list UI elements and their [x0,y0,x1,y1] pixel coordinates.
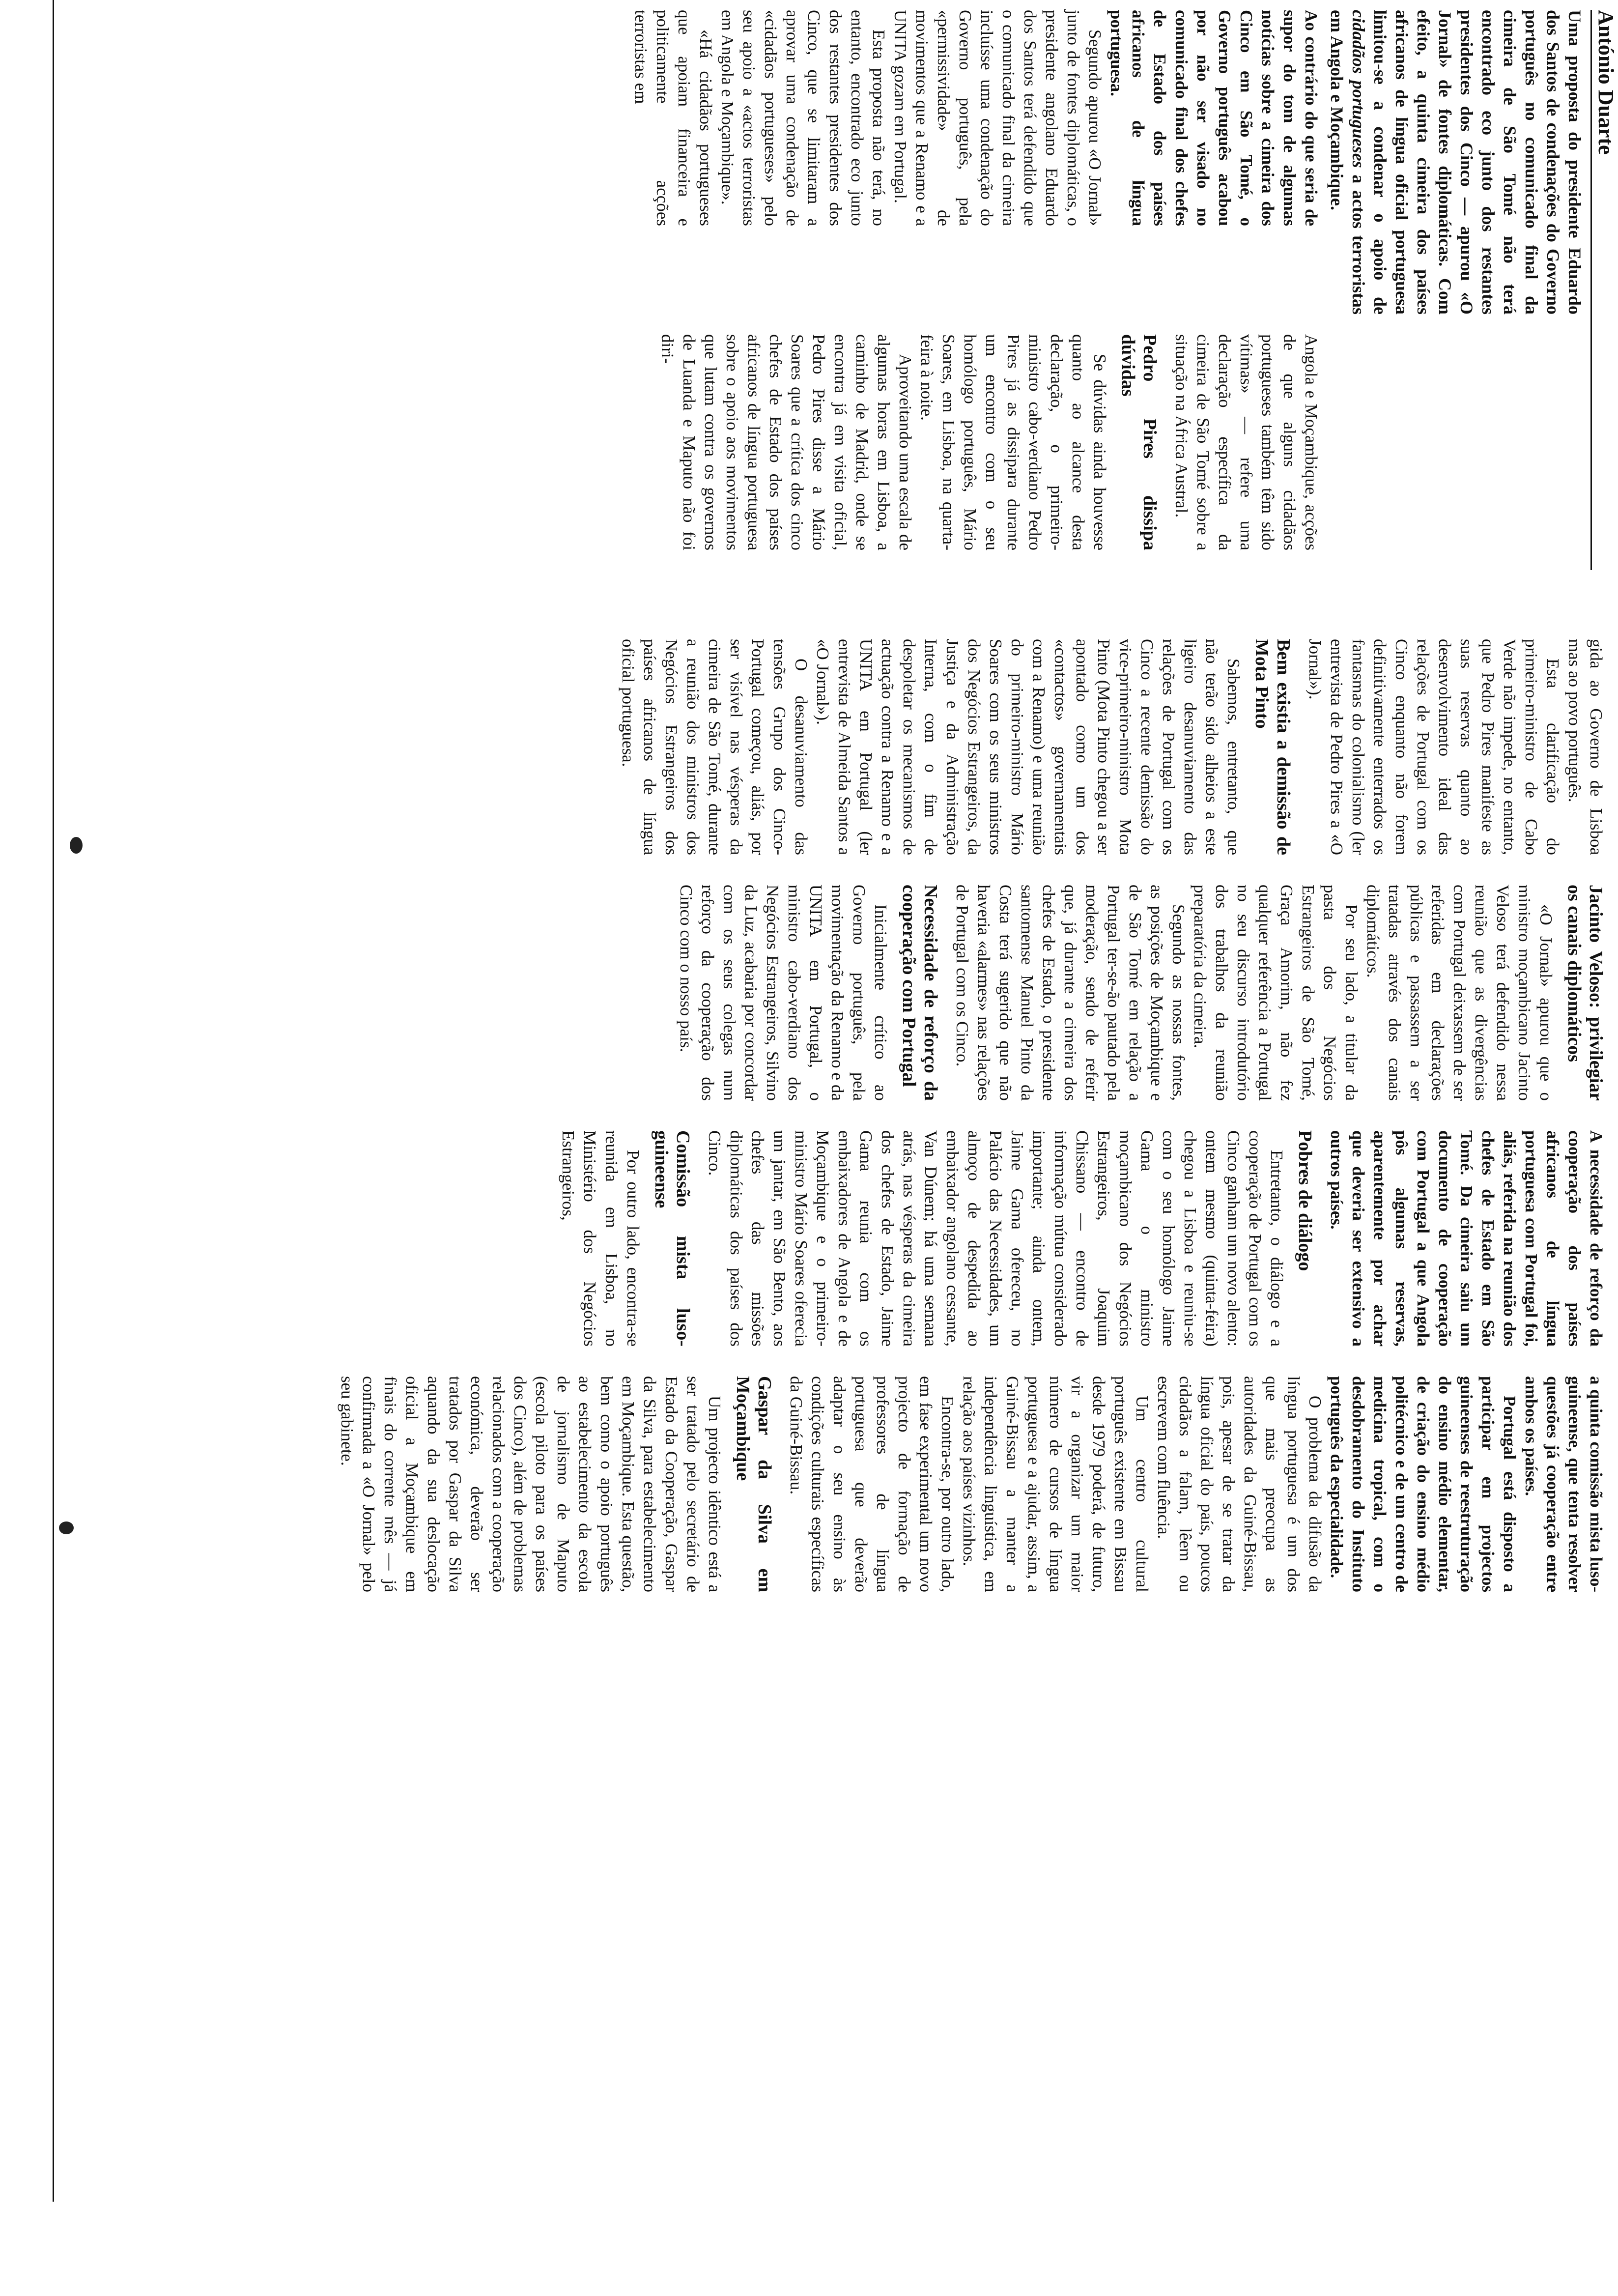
paragraph: «Há cidadãos portugueses que apoiam financeira e politicamente acções terroristas em [631,10,715,226]
paragraph: Encontra-se, por outro lado, em fase experimental um novo projecto de formação de professores de língua portuguesa que deverão adaptar o seu ensino às condições culturais específicas da Guiné-Bissau. [787,1376,957,1592]
paragraph: gida ao Governo de Lisboa mas ao povo português. [1565,639,1606,855]
paragraph: Por outro lado, encontra-se reunida em Lisboa, no Ministério dos Negócios Estrangeiros, [559,1130,643,1347]
subheading: Comissão mista luso-guineense [651,1130,693,1347]
subheading: Pobres de diálogo [1295,1130,1315,1271]
article-lead [1326,10,1586,315]
paragraph: «O Jornal» apurou que o ministro moçambicano Jacinto Veloso terá defendido nessa reunião que as divergências com Portugal deixassem de ser referidas em declarações públicas e passassem a ser tratadas através dos canais diplomáticos. [1363,885,1556,1101]
paragraph: Esta proposta não terá, no entanto, encontrado eco junto dos restantes presidentes dos Cinco, que se limitaram a aprovar uma condenação de «cidadãos portugueses» pelo seu apoio a «actos terroristas em Angola e Moçambique». [718,10,888,226]
paragraph: O desanuviamento das tensões Grupo dos Cinco-Portugal começou, aliás, por ser visível nas vésperas da cimeira de São Tomé, durante a reunião dos ministros dos Negócios Estrangeiros dos países africanos de língua oficial portuguesa. [619,639,811,855]
column-5 [557,1130,1607,1347]
paragraph: Por seu lado, a titular da pasta dos Negócios Estrangeiros de São Tomé, Graça Amorim, não fez qualquer referência a Portugal no seu discurso introdutório dos trabalhos da reunião preparatória da cimeira. [1191,885,1361,1101]
column-4 [675,885,1607,1101]
subheading: Pedro Pires dissipa dúvidas [1118,334,1160,550]
paragraph: Segundo as nossas fontes, as posições de Moçambique e de São Tomé em relação a Portugal ter-se-ão pautado pela moderação, sendo de referir que, já durante a cimeira dos chefes de Estado, o presidente santomense Manuel Pinto da Costa terá sugerido que não haveria «alarmes» nas relações de Portugal com os Cinco. [953,885,1188,1101]
subheading: Jacinto Veloso: privilegiar os canais diplomáticos [1564,885,1606,1101]
paragraph: Segundo apurou «O Jornal» junto de fontes diplomáticas, o presidente angolano Eduardo dos Santos terá defendido que o comunicado final da cimeira incluísse uma condenação do Governo português, pela «permissividade» de movimentos que a Renamo e a UNITA gozam em Portugal. [891,10,1105,226]
lead-italic: cidadãos portugueses [1349,10,1368,168]
subheading: Gaspar da Silva em Moçambique [733,1376,775,1592]
paragraph: Inicialmente crítico ao Governo português, pela movimentação da Renamo e da UNITA em Portugal, o ministro cabo-verdiano dos Negócios Estrangeiros, Silvino da Luz, acabaria por concordar com os seus colegas num reforço da cooperação dos Cinco com o nosso país. [677,885,890,1101]
paragraph: O problema da difusão da língua portuguesa é um dos que mais preocupa as autoridades da Guiné-Bissau, pois, apesar de se tratar da língua oficial do país, poucos cidadãos a falam, lêem ou escrevem com fluência. [1154,1376,1325,1592]
column-1-body [630,10,1322,226]
lead-end: a actos terroristas em Angola e Moçambique. [1327,10,1368,315]
column-1 [1317,10,1617,570]
paragraph: A necessidade de reforço da cooperação dos países africanos de língua portuguesa com Portugal foi, aliás, referida na reunião dos chefes de Estado em São Tomé. Da cimeira saiu um documento de cooperação com Portugal a que Angola pôs algumas reservas, aparentemente por achar que deveria ser extensivo a outros países. [1327,1130,1606,1347]
lead-text: Uma proposta do presidente Eduardo dos Santos de condenações do Governo português no comunicado final da cimeira de São Tomé não terá encontrado eco junto dos restantes presidentes dos Cinco — apurou «O Jornal» de fontes diplomáticas. Com efeito, a quinta cimeira dos países africanos de língua oficial portuguesa limitou-se a condenar o apoio de [1370,10,1585,315]
paragraph: Se dúvidas ainda houvesse quanto ao alcance desta declaração, o primeiro-ministro cabo-verdiano Pedro Pires já as dissipara durante um encontro com o seu homólogo português, Mário Soares, em Lisboa, na quarta-feira à noite. [917,334,1109,550]
paragraph: a quinta comissão mista luso-guineense, que tenta resolver questões já cooperação entre ambos os países. [1522,1376,1606,1592]
paragraph: Sabemos, entretanto, que não terão sido alheios a este ligeiro desanuviamento das relações de Portugal com os Cinco a recente demissão do vice-primeiro-ministro Mota Pinto (Mota Pinto chegou a ser apontado como um dos «contactos» governamentais com a Renamo) e uma reunião do primeiro-ministro Mário Soares com os seus ministros dos Negócios Estrangeiros, da Justiça e da Administração Interna, com o fim de despoletar os mecanismos de actuação contra a Renamo e a UNITA em Portugal (ler entrevista de Almeida Santos a «O Jornal»). [813,639,1243,855]
paragraph: Angola e Moçambique, acções de que alguns cidadãos portugueses também têm sido vítimas» — refere uma declaração específica da cimeira de São Tomé sobre a situação na África Austral. [1172,334,1321,550]
column-rule [53,0,54,2202]
column-2 [656,334,1322,550]
paragraph: Esta clarificação do primeiro-ministro de Cabo Verde não impede, no entanto, que Pedro Pires manifeste as suas reservas quanto ao desenvolvimento ideal das relações de Portugal com os Cinco enquanto não forem definitivamente enterrados os fantasmas do colonialismo (ler entrevista de Pedro Pires a «O Jornal»). [1306,639,1562,855]
column-3 [617,639,1607,855]
byline: António Duarte [1590,10,1617,570]
paragraph: Um centro cultural português existente em Bissau desde 1979 poderá, de futuro, vir a organizar um maior número de cursos de língua portuguesa e a ajudar, assim, a Guiné-Bissau a manter a independência linguística, em relação aos países vizinhos. [960,1376,1152,1592]
paragraph: Portugal está disposto a participar em projectos guineenses de reestruturação do ensino médio elementar, de criação do ensino médio politécnico e de um centro de medicina tropical, com o desdobramento do Instituto português da especialidade. [1327,1376,1519,1592]
newspaper-article [15,0,1617,2231]
subheading: Bem existia a demissão de Mota Pinto [1251,639,1294,855]
subheading: Necessidade de reforço da cooperação com Portugal [899,885,941,1101]
paragraph: Ao contrário do que seria de supor do tom de algumas notícias sobre a cimeira dos Cinco em São Tomé, o Governo português acabou por não ser visado no comunicado final dos chefes de Estado dos países africanos de língua portuguesa. [1107,10,1321,226]
paragraph: Um projecto idêntico está a ser tratado pelo secretário de Estado da Cooperação, Gaspar da Silva, para estabelecimento em Moçambique. Esta questão, bem como o apoio português ao estabelecimento da escola de jornalismo de Maputo (escola piloto para os países dos Cinco), além de problemas relacionados com a cooperação económica, deverão ser tratados por Gaspar da Silva aquando da sua deslocação oficial a Moçambique em finais do corrente mês — já confirmada a «O Jornal» pelo seu gabinete. [338,1376,724,1592]
column-6 [336,1376,1607,1592]
paragraph: Entretanto, o diálogo e a cooperação de Portugal com os Cinco ganham um novo alento: ontem mesmo (quinta-feira) chegou a Lisboa e reuniu-se com o seu homólogo Jaime Gama o ministro moçambicano dos Negócios Estrangeiros, Joaquim Chissano — encontro de informação mútua considerado importante; ainda ontem, Jaime Gama ofereceu, no Palácio das Necessidades, um almoço de despedida ao embaixador angolano cessante, Van Dúnem; há uma semana atrás, nas vésperas da cimeira dos chefes de Estado, Jaime Gama reunia com os embaixadores de Angola e de Moçambique e o primeiro-ministro Mário Soares oferecia um jantar, em São Bento, aos chefes das missões diplomáticas dos países dos Cinco. [705,1130,1286,1347]
paragraph: Aproveitando uma escala de algumas horas em Lisboa, a caminho de Madrid, onde se encontra já em visita oficial, Pedro Pires disse a Mário Soares que a crítica dos cinco chefes de Estado dos países africanos de língua portuguesa sobre o apoio aos movimentos que lutam contra os governos de Luanda e Maputo não foi diri- [658,334,915,550]
